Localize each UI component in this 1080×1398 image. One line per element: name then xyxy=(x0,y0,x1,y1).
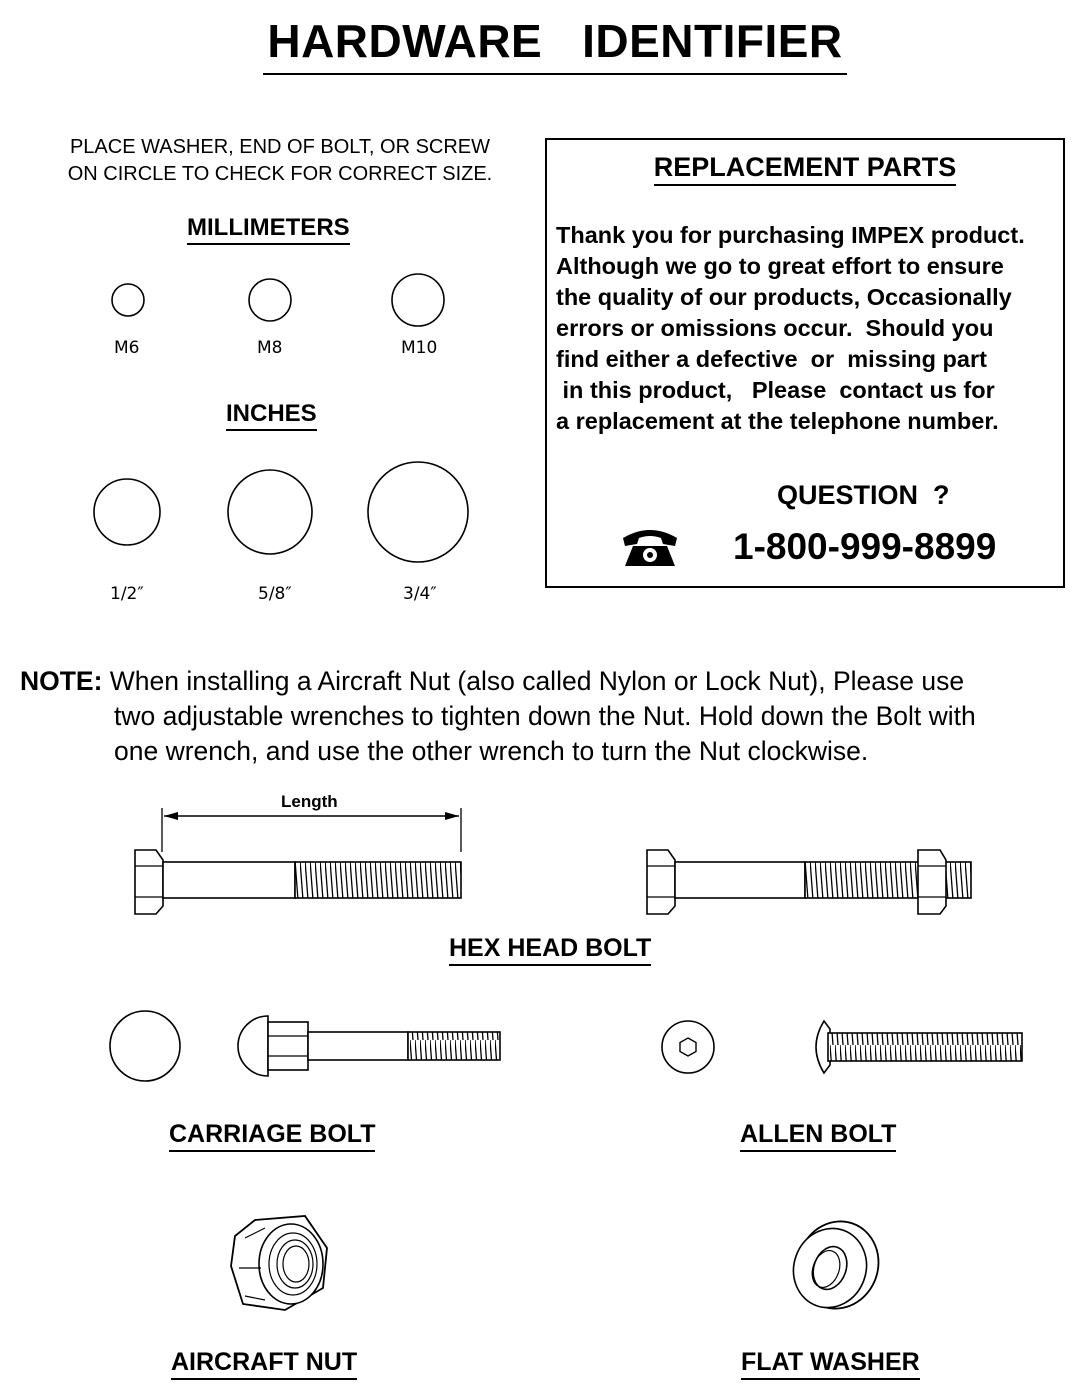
message-line: in this product, Please contact us for xyxy=(556,377,995,403)
instruction-line-2: ON CIRCLE TO CHECK FOR CORRECT SIZE. xyxy=(67,163,493,185)
replacement-parts-box xyxy=(545,138,1065,588)
m8-label: M8 xyxy=(257,338,283,358)
message-line: Thank you for purchasing IMPEX product. xyxy=(556,222,1025,248)
hex-head-bolt-with-nut-drawing xyxy=(647,850,971,914)
message-line: errors or omissions occur. Should you xyxy=(556,315,994,341)
carriage-bolt-head-top-view xyxy=(110,1011,180,1081)
half-inch-circle xyxy=(94,479,160,545)
allen-bolt-diagram xyxy=(650,1005,1030,1095)
m6-circle xyxy=(112,284,144,316)
carriage-bolt-diagram xyxy=(100,1000,520,1100)
allen-bolt-caption: ALLEN BOLT xyxy=(740,1120,896,1149)
m6-label: M6 xyxy=(114,338,140,358)
m10-label: M10 xyxy=(401,338,438,358)
allen-bolt-head-top-view xyxy=(662,1021,714,1073)
phone-number[interactable]: 1-800-999-8899 xyxy=(733,526,997,567)
hex-head-bolt-drawing xyxy=(135,850,461,914)
flat-washer-caption: FLAT WASHER xyxy=(741,1348,920,1377)
note-label: NOTE: xyxy=(20,666,103,696)
length-label: Length xyxy=(281,792,338,811)
note-line-2: two adjustable wrenches to tighten down the Nut. Hold down the Bolt with xyxy=(114,701,976,731)
three-quarter-inch-label: 3/4″ xyxy=(403,584,437,604)
note-line-3: one wrench, and use the other wrench to turn the Nut clockwise. xyxy=(114,736,869,766)
replacement-parts-message xyxy=(556,220,1066,437)
message-line: the quality of our products, Occasionally xyxy=(556,284,1012,310)
millimeters-heading: MILLIMETERS xyxy=(187,214,350,242)
half-inch-label: 1/2″ xyxy=(110,584,144,604)
installation-note xyxy=(20,664,1080,769)
carriage-bolt-caption: CARRIAGE BOLT xyxy=(169,1120,375,1149)
sizing-instructions xyxy=(40,134,520,188)
carriage-bolt-side-view xyxy=(238,1016,500,1076)
m8-circle xyxy=(249,279,291,321)
five-eighths-inch-circle xyxy=(228,470,312,554)
message-line: find either a defective or missing part xyxy=(556,346,987,372)
m10-circle xyxy=(392,274,444,326)
hex-head-bolt-diagrams xyxy=(120,780,1000,940)
message-line: a replacement at the telephone number. xyxy=(556,408,999,434)
note-line-1: When installing a Aircraft Nut (also called Nylon or Lock Nut), Please use xyxy=(102,666,965,696)
aircraft-nut-caption: AIRCRAFT NUT xyxy=(171,1348,357,1377)
replacement-parts-heading: REPLACEMENT PARTS xyxy=(547,152,1063,183)
flat-washer-diagram xyxy=(792,1215,892,1315)
page-title: HARDWARE IDENTIFIER xyxy=(0,14,1080,68)
millimeter-circles xyxy=(90,270,470,335)
inches-heading: INCHES xyxy=(226,400,317,428)
instruction-line-1: PLACE WASHER, END OF BOLT, OR SCREW xyxy=(69,136,491,158)
aircraft-nut-diagram xyxy=(225,1208,335,1318)
allen-bolt-side-view xyxy=(816,1021,1022,1073)
hex-head-bolt-caption: HEX HEAD BOLT xyxy=(449,934,651,963)
message-line: Although we go to great effort to ensure xyxy=(556,253,1004,279)
question-label: QUESTION ? xyxy=(777,480,950,510)
telephone-icon xyxy=(619,524,681,570)
three-quarter-inch-circle xyxy=(368,462,468,562)
five-eighths-inch-label: 5/8″ xyxy=(258,584,292,604)
inch-circles xyxy=(85,455,485,575)
